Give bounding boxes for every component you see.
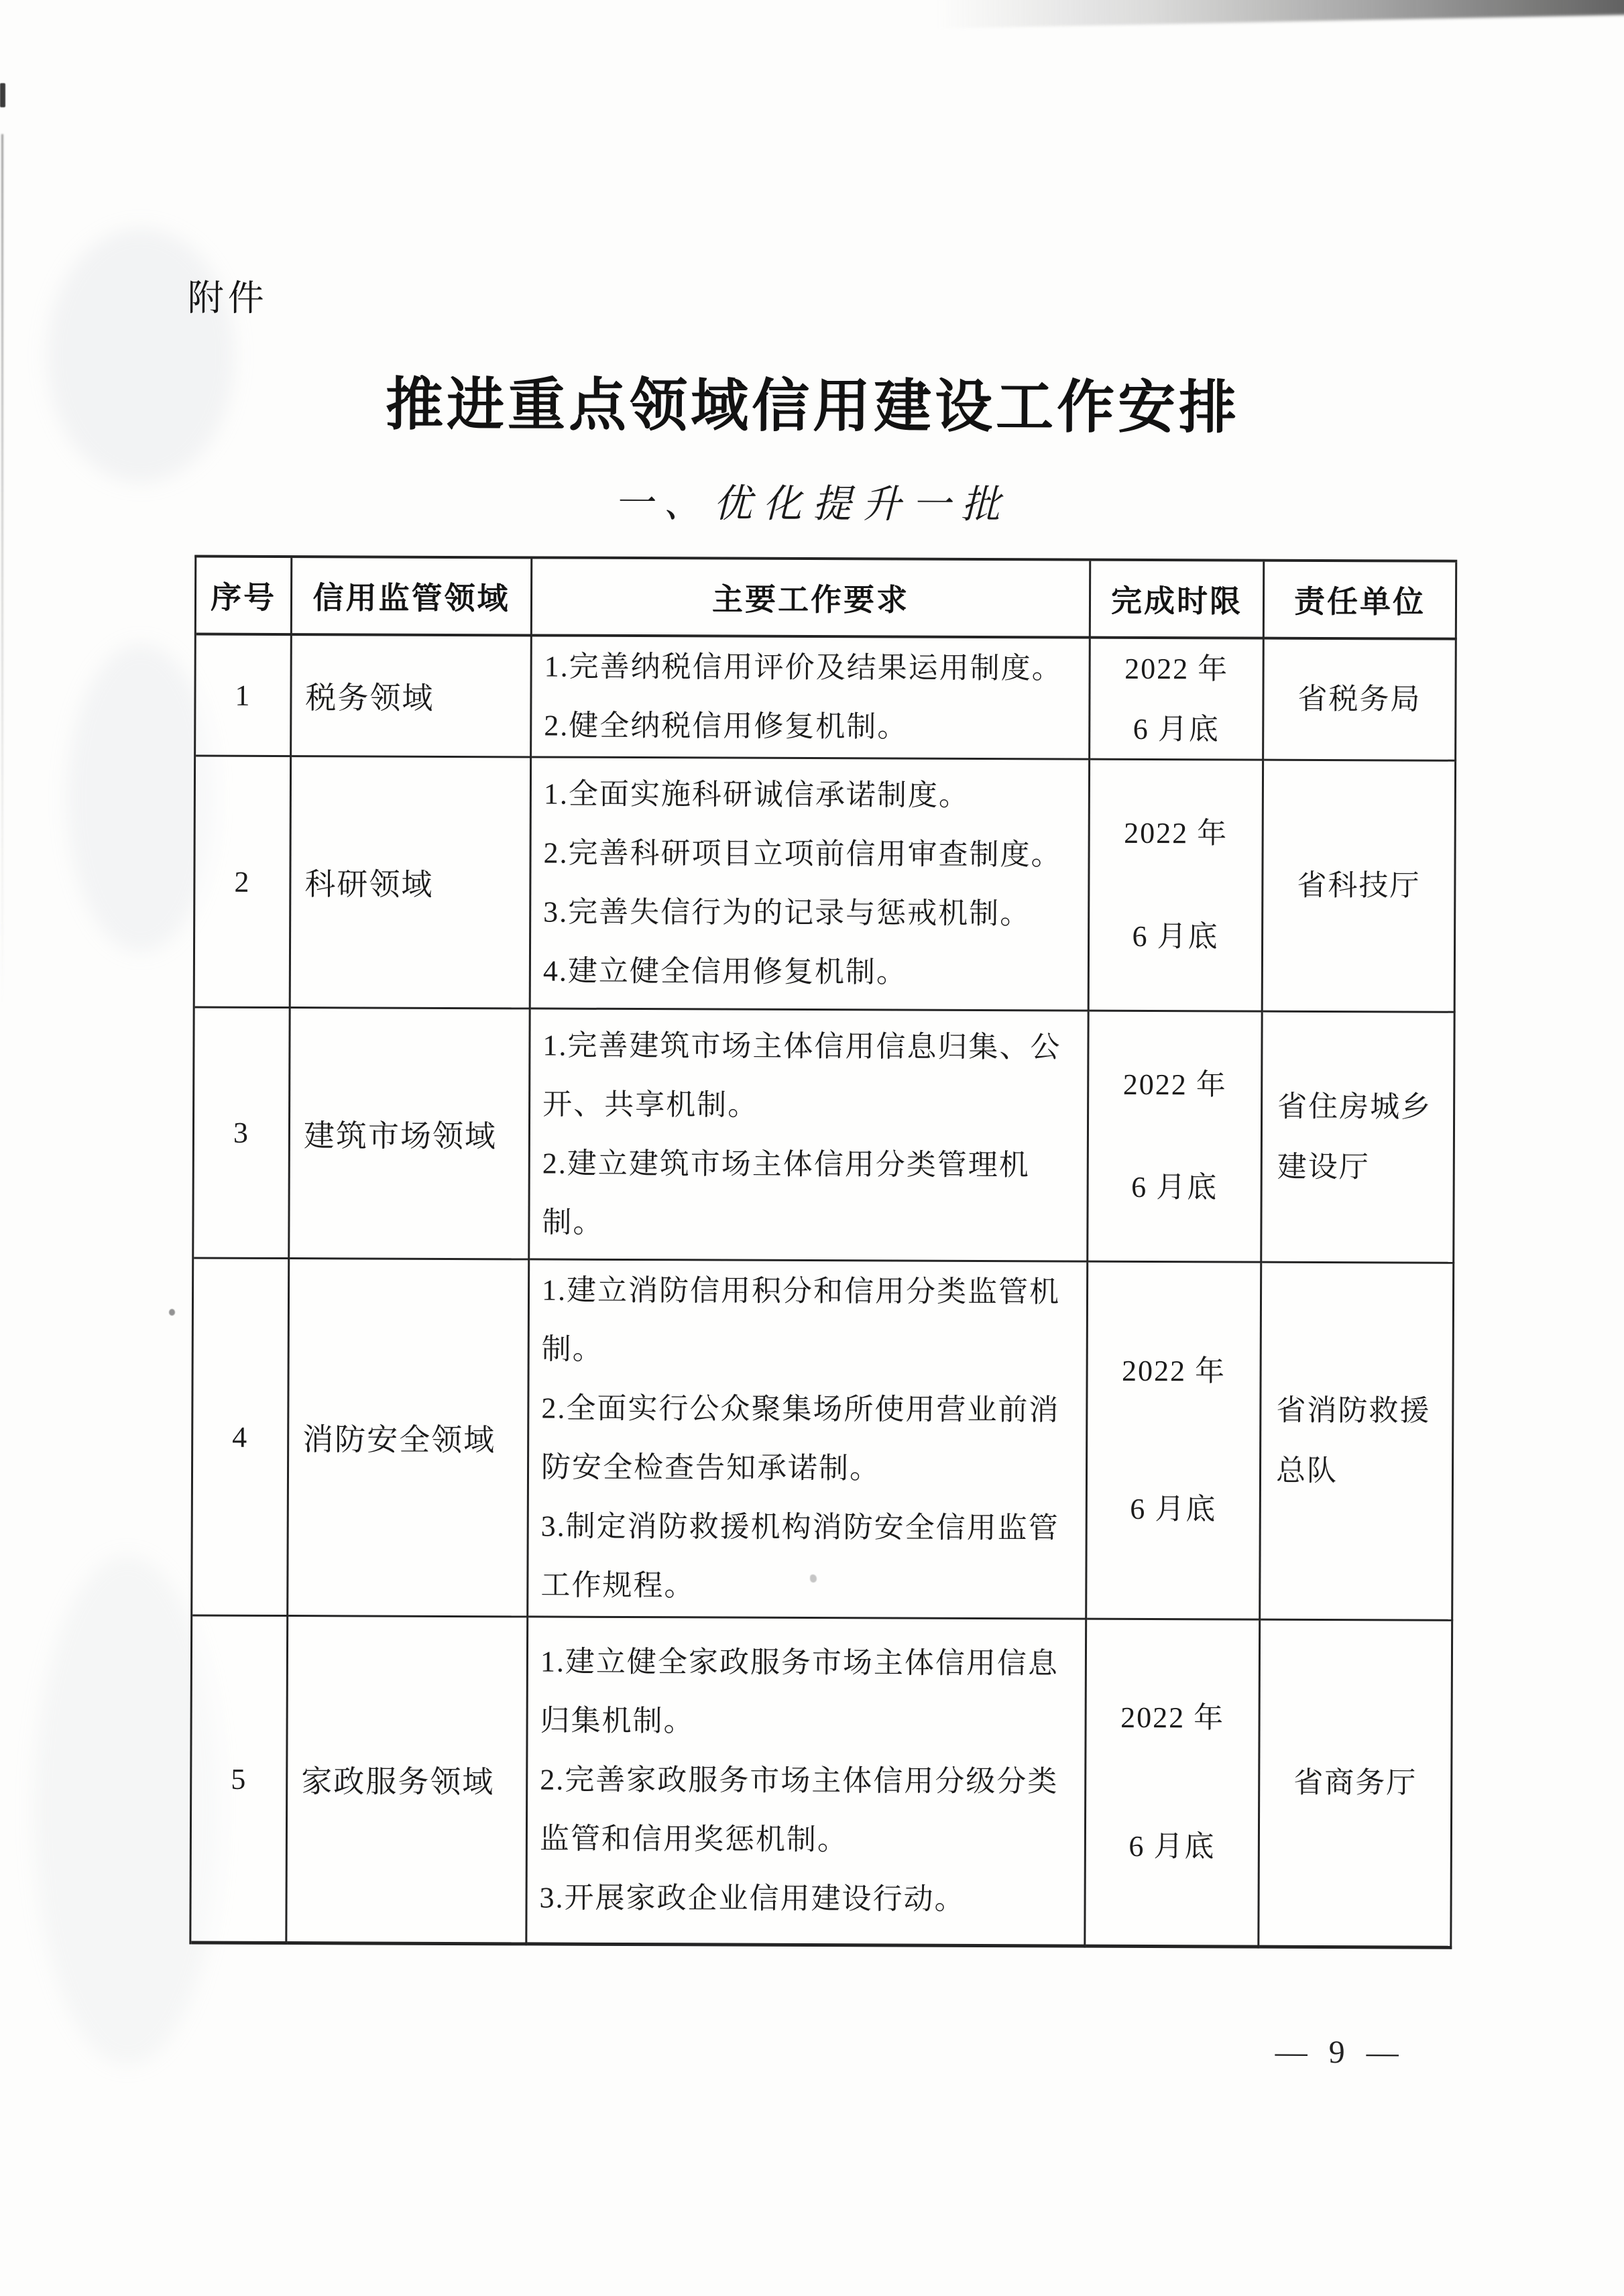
deadline-cell bbox=[1090, 760, 1264, 1013]
unit-line: 省税务局 bbox=[1297, 682, 1422, 716]
unit-cell bbox=[1261, 1263, 1454, 1621]
header-cell-unit: 责任单位 bbox=[1265, 562, 1457, 640]
unit-line: 省消防救援 bbox=[1276, 1393, 1431, 1428]
deadline-line: 6 月底 bbox=[1132, 919, 1219, 954]
work-requirements-cell bbox=[527, 1617, 1087, 1947]
field-cell: 家政服务领域 bbox=[287, 1617, 528, 1945]
work-requirements-cell bbox=[530, 1009, 1089, 1262]
row-number-cell: 2 bbox=[195, 757, 292, 1009]
page-number: — 9 — bbox=[1275, 2034, 1405, 2071]
work-item: 4.建立健全信用修复机制。 bbox=[542, 954, 907, 989]
work-requirements-cell bbox=[531, 758, 1090, 1011]
work-item: 3.完善失信行为的记录与惩戒机制。 bbox=[543, 895, 1031, 931]
deadline-line: 2022 年 bbox=[1124, 652, 1229, 686]
work-item: 2.全面实行公众聚集场所使用营业前消防安全检查告知承诺制。 bbox=[540, 1391, 1060, 1485]
row-number-cell: 5 bbox=[191, 1617, 288, 1945]
row-number-cell: 1 bbox=[196, 636, 292, 758]
schedule-table bbox=[189, 555, 1457, 1949]
deadline-line: 2022 年 bbox=[1124, 816, 1228, 850]
work-requirements-cell bbox=[528, 1260, 1088, 1619]
work-item: 2.完善科研项目立项前信用审查制度。 bbox=[543, 836, 1062, 872]
field-cell: 消防安全领域 bbox=[288, 1259, 530, 1617]
work-item: 2.建立建筑市场主体信用分类管理机制。 bbox=[542, 1147, 1030, 1239]
work-item: 2.完善家政服务市场主体信用分级分类监管和信用奖惩机制。 bbox=[539, 1763, 1059, 1857]
unit-line: 省科技厅 bbox=[1297, 868, 1421, 903]
work-item: 1.完善纳税信用评价及结果运用制度。 bbox=[544, 650, 1063, 685]
unit-cell bbox=[1259, 1621, 1453, 1949]
deadline-line: 6 月底 bbox=[1128, 1829, 1216, 1863]
work-item: 1.全面实施科研诚信承诺制度。 bbox=[543, 777, 970, 812]
field-cell: 科研领域 bbox=[291, 757, 532, 1009]
work-item: 1.完善建筑市场主体信用信息归集、公开、共享机制。 bbox=[542, 1029, 1061, 1122]
row-number-cell: 4 bbox=[192, 1259, 290, 1617]
unit-line: 建设厅 bbox=[1277, 1150, 1370, 1184]
work-item: 2.健全纳税信用修复机制。 bbox=[544, 709, 909, 744]
row-number-cell: 3 bbox=[194, 1009, 290, 1260]
work-item: 1.建立健全家政服务市场主体信用信息归集机制。 bbox=[540, 1645, 1059, 1738]
page-title: 推进重点领域信用建设工作安排 bbox=[385, 372, 1240, 441]
unit-cell bbox=[1263, 761, 1456, 1013]
header-cell-work: 主要工作要求 bbox=[532, 559, 1091, 638]
unit-line: 省商务厅 bbox=[1293, 1766, 1417, 1800]
work-item: 3.开展家政企业信用建设行动。 bbox=[539, 1881, 966, 1916]
field-cell: 建筑市场领域 bbox=[290, 1009, 530, 1260]
attachment-label: 附件 bbox=[187, 278, 268, 319]
deadline-cell bbox=[1090, 639, 1265, 761]
field-cell: 税务领域 bbox=[292, 636, 532, 758]
deadline-line: 6 月底 bbox=[1133, 712, 1220, 746]
section-heading: 一、优化提升一批 bbox=[614, 481, 1011, 527]
unit-line: 省住房城乡 bbox=[1277, 1090, 1432, 1124]
unit-cell bbox=[1264, 640, 1457, 762]
deadline-cell bbox=[1086, 1620, 1261, 1949]
deadline-line: 6 月底 bbox=[1130, 1493, 1217, 1526]
deadline-line: 2022 年 bbox=[1122, 1068, 1227, 1102]
unit-cell bbox=[1262, 1013, 1455, 1264]
work-requirements-cell bbox=[532, 636, 1091, 760]
deadline-cell bbox=[1087, 1263, 1262, 1621]
deadline-line: 2022 年 bbox=[1122, 1354, 1226, 1388]
deadline-line: 2022 年 bbox=[1120, 1701, 1225, 1735]
work-item: 3.制定消防救援机构消防安全信用监管工作规程。 bbox=[540, 1509, 1059, 1603]
header-cell-no: 序号 bbox=[196, 558, 292, 636]
work-item: 1.建立消防信用积分和信用分类监管机制。 bbox=[541, 1273, 1061, 1366]
header-cell-field: 信用监管领域 bbox=[292, 558, 532, 636]
header-cell-deadline: 完成时限 bbox=[1091, 561, 1265, 640]
unit-line: 总队 bbox=[1275, 1454, 1338, 1488]
deadline-cell bbox=[1088, 1012, 1263, 1263]
deadline-line: 6 月底 bbox=[1131, 1171, 1218, 1204]
